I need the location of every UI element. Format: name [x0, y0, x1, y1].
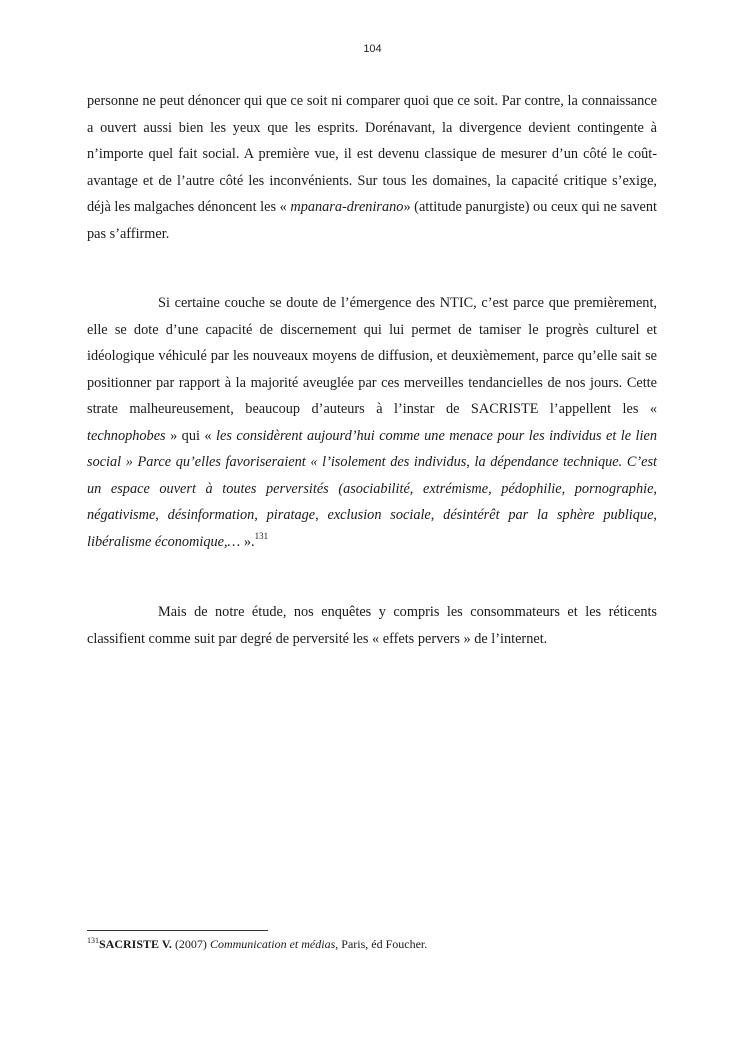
paragraph-2-quotation: les considèrent aujourd’hui comme une menace pour les individus et le lien social » Parce qu’elles favoriseraient « l’isolement des individus, la dépendance technique. C’est un espace ouvert à toutes perversités (asociabilité, extrémisme, pédophilie, pornographie, négativisme, désinformation, piratage, exclusion sociale, désintérêt par la sphère publique, libéralisme économique,… — [87, 427, 657, 550]
footnote-separator — [87, 930, 268, 931]
footnote — [87, 936, 657, 952]
footnote-title: Communication et médias — [209, 937, 336, 951]
paragraph-1-text-b: » (attitude panurgiste) ou ceux qui ne savent pas s’affirmer. — [87, 199, 657, 242]
footnote-publisher: , Paris, éd Foucher. — [335, 937, 428, 951]
footnote-number: 131 — [87, 936, 99, 945]
footnote-year: (2007) — [171, 937, 210, 951]
paragraph-1-text-a: personne ne peut dénoncer qui que ce soit ni comparer quoi que ce soit. Par contre, la connaissance a ouvert aussi bien les yeux que les esprits. Dorénavant, la divergence devient contingente à n’importe quel fait social. A première vue, il est devenu classique de mesurer d’un côté le coût-avantage et de l’autre côté les inconvénients. Sur tous les domaines, la capacité critique s’exige, déjà les malgaches dénoncent les « — [87, 93, 657, 215]
paragraph-2 — [87, 290, 657, 555]
paragraph-3-text: Mais de notre étude, nos enquêtes y compris les consommateurs et les réticents classifient comme suit par degré de perversité les « effets pervers » de l’internet. — [87, 604, 657, 647]
paragraph-1-malagasy-term: mpanara-drenirano — [290, 199, 404, 215]
paragraph-2-technophobes-term: technophobes — [87, 427, 166, 444]
paragraph-3 — [87, 599, 657, 652]
paragraph-1 — [87, 88, 657, 247]
paragraph-2-text-a: Si certaine couche se doute de l’émergence des NTIC, c’est parce que premièrement, elle se dote d’une capacité de discernement qui lui permet de tamiser le progrès culturel et idéologique véhiculé par les nouveaux moyens de diffusion, et deuxièmement, parce qu’elle sait se positionner par rapport à la majorité aveuglée par ces merveilles tendancielles de nos jours. Cette strate malheureusement, beaucoup d’auteurs à l’instar de SACRISTE l’appellent les « — [87, 295, 657, 417]
page-number: 104 — [363, 43, 382, 55]
footnote-author: SACRISTE V. — [99, 937, 172, 951]
footnote-reference[interactable]: 131 — [254, 530, 269, 541]
paragraph-2-quote-close: ». — [243, 533, 255, 550]
paragraph-2-text-b: » qui « — [165, 427, 217, 444]
